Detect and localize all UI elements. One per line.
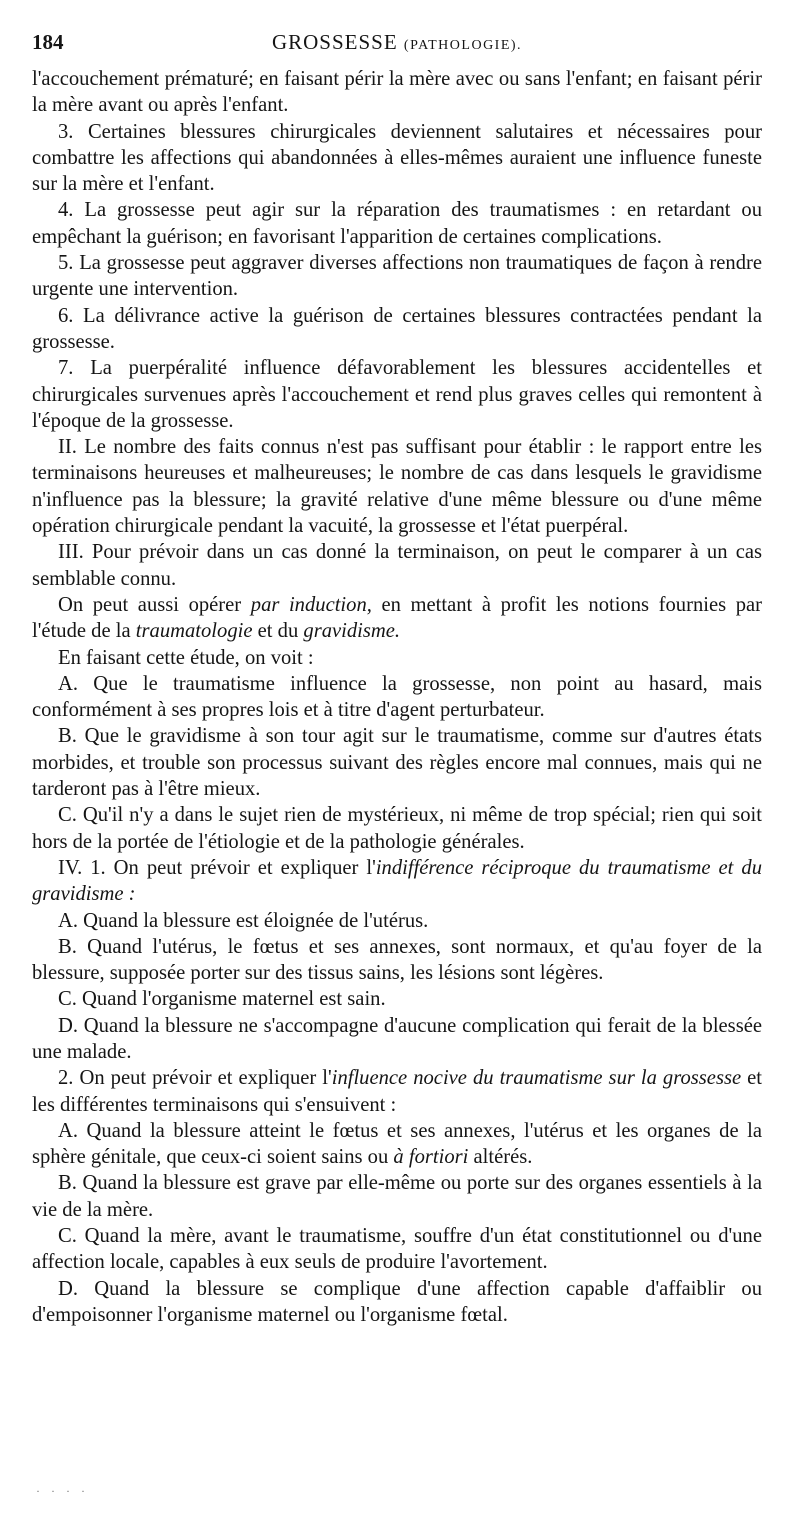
paragraph-text: 7. La puerpéralité influence défavorablement les blessures accidentelles et chirurgicales survenues après l'accouchement et rend plus graves celles qui remontent à l'époque de la grossesse. xyxy=(32,357,762,432)
paragraph-text: A. Que le traumatisme influence la grossesse, non point au hasard, mais conformément à ses propres lois et à titre d'agent perturbateur. xyxy=(32,672,762,722)
paragraph-text: altérés. xyxy=(468,1146,533,1169)
paragraph xyxy=(32,908,762,934)
running-title xyxy=(32,30,762,55)
paragraph-text: IV. 1. On peut prévoir et expliquer xyxy=(58,856,367,879)
paragraph-text: 5. La grossesse peut aggraver diverses affections non traumatiques de façon à rendre urgente une intervention. xyxy=(32,252,762,301)
paragraph xyxy=(32,671,762,724)
paragraph-text: D. Quand la blessure ne s'accompagne d'aucune complication qui ferait de la blessée une malade. xyxy=(32,1014,762,1063)
paragraph xyxy=(32,592,762,645)
paragraph-text: B. Que le gravidisme à son tour agit sur le traumatisme, comme sur d'autres états morbides, et trouble son processus suivant des règles encore mal connues, mais qui ne tarderont pas à l'être mieux. xyxy=(32,725,762,801)
paragraph xyxy=(32,723,762,802)
paragraph-text: C. Quand la mère, avant le traumatisme, souffre d'un état constitutionnel ou d'une affection locale, capables à eux seuls de produire l'avortement. xyxy=(32,1225,762,1274)
italic-text: influence nocive du traumatisme sur la grossesse xyxy=(331,1067,742,1090)
italic-text: traumatologie xyxy=(135,620,253,643)
paragraph xyxy=(32,1118,762,1171)
running-header xyxy=(32,30,762,66)
paragraph-text: 2. On peut prévoir et expliquer xyxy=(58,1067,323,1090)
paragraph-text: D. Quand la blessure se complique d'une affection capable d'affaiblir ou d'empoisonner l'organisme maternel ou l'organisme fœtal. xyxy=(32,1277,762,1326)
paragraph xyxy=(32,934,762,987)
paragraph-text: l' xyxy=(366,856,376,879)
paragraph-text: A. Quand la blessure est éloignée de l'utérus. xyxy=(58,909,429,932)
paragraph xyxy=(32,1223,762,1276)
italic-text: à fortiori xyxy=(393,1146,469,1169)
paragraph xyxy=(32,539,762,592)
paragraph-text: B. Quand la blessure est grave par elle-même ou porte sur des organes essentiels à la vie de la mère. xyxy=(32,1172,762,1221)
paragraph xyxy=(32,197,762,250)
paragraph-text: en mettant à profit les notions fournies par l'étude de la xyxy=(32,593,762,643)
paragraph xyxy=(32,855,762,908)
italic-text: indifférence réciproque du traumatisme et du gravidisme : xyxy=(32,856,762,906)
paragraph-text: A. Quand la blessure atteint le fœtus et ses annexes, l'utérus et les organes de la sphère génitale, que ceux-ci soient sains ou xyxy=(32,1119,762,1169)
paragraph-text: l' xyxy=(322,1067,332,1090)
paragraph xyxy=(32,1013,762,1066)
running-title-main: GROSSESSE xyxy=(271,30,398,54)
paragraph-text: C. Qu'il n'y a dans le sujet rien de mystérieux, ni même de trop spécial; rien qui soit hors de la portée de l'étiologie et de la pathologie générales. xyxy=(32,804,762,853)
running-title-subtitle: (PATHOLOGIE). xyxy=(403,38,523,53)
paragraph xyxy=(32,1170,762,1223)
paragraph xyxy=(32,66,762,119)
paragraph xyxy=(32,1276,762,1329)
page-edge-marks: · · · · xyxy=(36,1484,89,1498)
paragraph-text: et les différentes terminaisons qui s'ensuivent : xyxy=(32,1067,763,1116)
document-page xyxy=(32,30,762,1328)
paragraph-text: l'accouchement prématuré; en faisant périr la mère avec ou sans l'enfant; en faisant périr la mère avant ou après l'enfant. xyxy=(32,68,762,117)
paragraph-text: et du xyxy=(252,620,304,643)
paragraph-text: On peut aussi opérer xyxy=(58,593,251,616)
body-text xyxy=(32,66,762,1328)
paragraph-text: En faisant cette étude, on voit : xyxy=(58,646,314,669)
paragraph-text: 3. Certaines blessures chirurgicales deviennent salutaires et nécessaires pour combattre les affections qui abandonnées à elles-mêmes auraient une influence funeste sur la mère et l'enfant. xyxy=(32,120,762,196)
paragraph xyxy=(32,119,762,198)
paragraph-text: III. Pour prévoir dans un cas donné la terminaison, on peut le comparer à un cas semblable connu. xyxy=(32,541,762,590)
paragraph xyxy=(32,250,762,303)
paragraph-text: 6. La délivrance active la guérison de certaines blessures contractées pendant la grossesse. xyxy=(32,304,762,353)
paragraph xyxy=(32,802,762,855)
paragraph xyxy=(32,645,762,671)
italic-text: par induction, xyxy=(250,593,372,616)
paragraph-text: 4. La grossesse peut agir sur la réparation des traumatismes : en retardant ou empêchant la guérison; en favorisant l'apparition de certaines complications. xyxy=(32,199,762,248)
paragraph-text: B. Quand l'utérus, le fœtus et ses annexes, sont normaux, et qu'au foyer de la blessure, supposée porter sur des tissus sains, les lésions sont légères. xyxy=(32,935,762,985)
paragraph-text: C. Quand l'organisme maternel est sain. xyxy=(58,988,386,1011)
paragraph-text: II. Le nombre des faits connus n'est pas suffisant pour établir : le rapport entre les terminaisons heureuses et malheureuses; le nombre de cas dans lesquels le gravidisme n'influence pas la blessure; la gravité relative d'une même blessure ou d'une même opération chirurgicale pendant la vacuité, la grossesse et l'état puerpéral. xyxy=(32,436,762,538)
paragraph xyxy=(32,355,762,434)
paragraph xyxy=(32,1065,762,1118)
paragraph xyxy=(32,986,762,1012)
page-number: 184 xyxy=(32,30,64,54)
paragraph xyxy=(32,434,762,539)
paragraph xyxy=(32,303,762,356)
italic-text: gravidisme. xyxy=(303,620,401,643)
